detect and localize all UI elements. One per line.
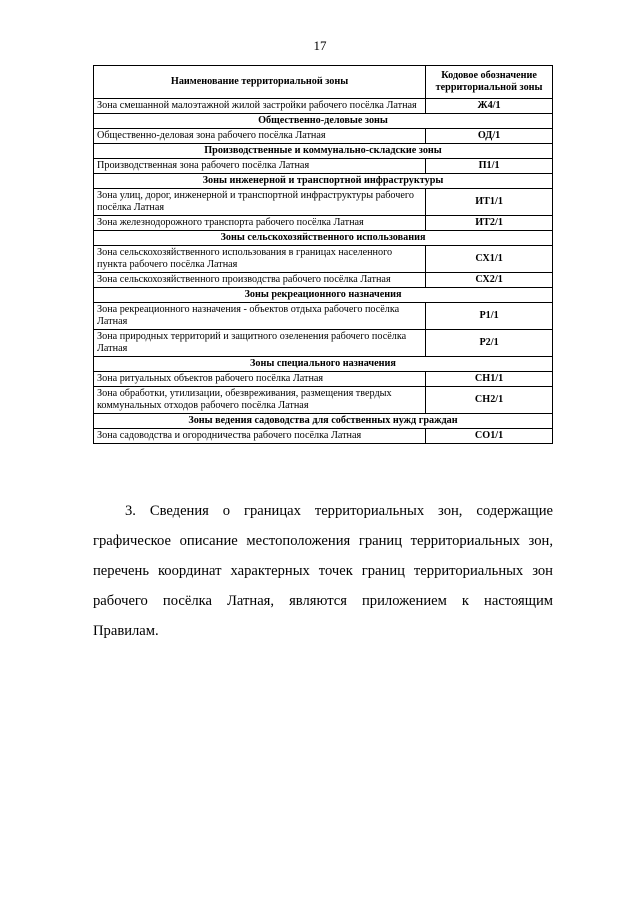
zone-name-cell: Общественно-деловая зона рабочего посёлка Латная xyxy=(94,129,426,144)
table-group-row xyxy=(94,288,553,303)
zone-group-title: Зоны рекреационного назначения xyxy=(94,288,553,303)
table-header-row xyxy=(94,66,553,99)
zones-table-body xyxy=(94,99,553,444)
zone-name-cell: Зона смешанной малоэтажной жилой застройки рабочего посёлка Латная xyxy=(94,99,426,114)
table-row xyxy=(94,303,553,330)
zone-name-cell: Зона природных территорий и защитного озеленения рабочего посёлка Латная xyxy=(94,330,426,357)
table-group-row xyxy=(94,414,553,429)
zone-code-cell: Р1/1 xyxy=(426,303,553,330)
zone-name-cell: Зона рекреационного назначения - объектов отдыха рабочего посёлка Латная xyxy=(94,303,426,330)
zone-code-cell: Р2/1 xyxy=(426,330,553,357)
table-row xyxy=(94,387,553,414)
zone-group-title: Производственные и коммунально-складские зоны xyxy=(94,144,553,159)
zone-code-cell: СХ1/1 xyxy=(426,246,553,273)
table-row xyxy=(94,429,553,444)
page-number: 17 xyxy=(313,38,327,53)
header-zone-code: Кодовое обозначение территориальной зоны xyxy=(426,66,553,99)
table-row xyxy=(94,99,553,114)
table-row xyxy=(94,129,553,144)
zone-code-cell: СО1/1 xyxy=(426,429,553,444)
zone-group-title: Зоны специального назначения xyxy=(94,357,553,372)
table-row xyxy=(94,189,553,216)
zone-code-cell: СХ2/1 xyxy=(426,273,553,288)
zone-name-cell: Зона сельскохозяйственного производства рабочего посёлка Латная xyxy=(94,273,426,288)
table-group-row xyxy=(94,144,553,159)
table-row xyxy=(94,372,553,387)
zone-code-cell: П1/1 xyxy=(426,159,553,174)
zone-code-cell: СН1/1 xyxy=(426,372,553,387)
table-group-row xyxy=(94,174,553,189)
zone-name-cell: Зона обработки, утилизации, обезвреживания, размещения твердых коммунальных отходов рабочего посёлка Латная xyxy=(94,387,426,414)
zone-code-cell: СН2/1 xyxy=(426,387,553,414)
zone-name-cell: Зона садоводства и огородничества рабочего посёлка Латная xyxy=(94,429,426,444)
zone-group-title: Общественно-деловые зоны xyxy=(94,114,553,129)
zone-name-cell: Зона ритуальных объектов рабочего посёлка Латная xyxy=(94,372,426,387)
zone-name-cell: Зона улиц, дорог, инженерной и транспортной инфраструктуры рабочего посёлка Латная xyxy=(94,189,426,216)
zone-name-cell: Зона железнодорожного транспорта рабочего посёлка Латная xyxy=(94,216,426,231)
table-row xyxy=(94,273,553,288)
table-row xyxy=(94,159,553,174)
table-group-row xyxy=(94,357,553,372)
zone-group-title: Зоны ведения садоводства для собственных нужд граждан xyxy=(94,414,553,429)
zone-name-cell: Зона сельскохозяйственного использования в границах населенного пункта рабочего посёлка Латная xyxy=(94,246,426,273)
table-row xyxy=(94,330,553,357)
zone-name-cell: Производственная зона рабочего посёлка Латная xyxy=(94,159,426,174)
table-row xyxy=(94,216,553,231)
table-group-row xyxy=(94,114,553,129)
table-group-row xyxy=(94,231,553,246)
zone-code-cell: ОД/1 xyxy=(426,129,553,144)
zone-code-cell: ИТ2/1 xyxy=(426,216,553,231)
zone-code-cell: Ж4/1 xyxy=(426,99,553,114)
table-row xyxy=(94,246,553,273)
zone-group-title: Зоны инженерной и транспортной инфраструктуры xyxy=(94,174,553,189)
header-zone-name: Наименование территориальной зоны xyxy=(94,66,426,99)
zone-group-title: Зоны сельскохозяйственного использования xyxy=(94,231,553,246)
zone-code-cell: ИТ1/1 xyxy=(426,189,553,216)
zones-table xyxy=(93,65,553,444)
paragraph-boundaries-note: 3. Сведения о границах территориальных зон, содержащие графическое описание местоположения границ территориальных зон, перечень координат характерных точек границ территориальных зон рабочего посёлка Латная, являются приложением к настоящим Правилам. xyxy=(93,503,553,639)
